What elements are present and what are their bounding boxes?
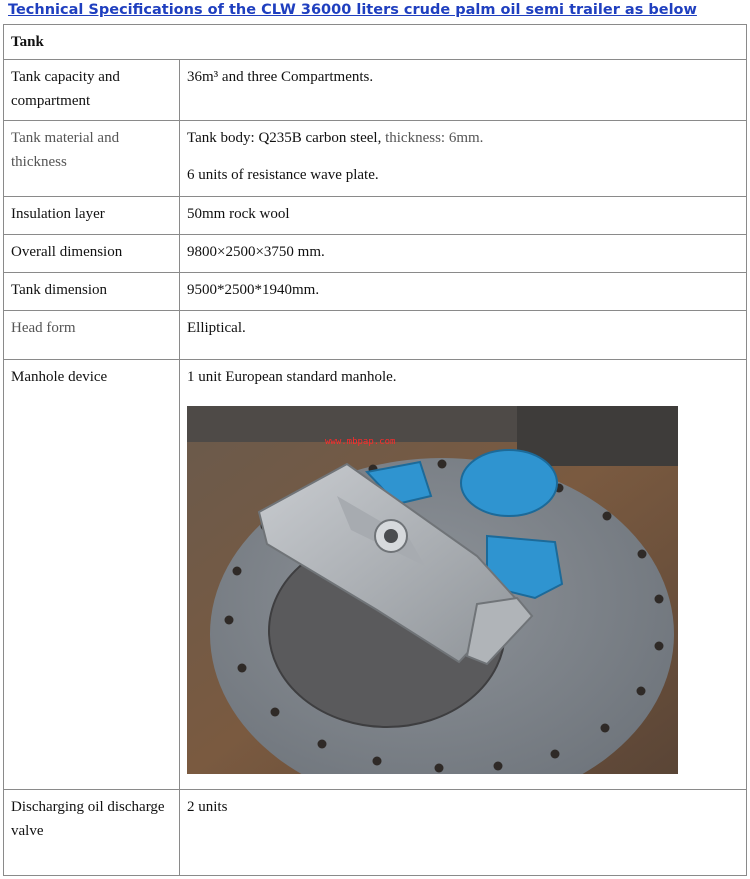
photo-watermark: www.mbpap.com: [325, 437, 396, 447]
row-label: Tank dimension: [4, 273, 180, 311]
row-label: Head form: [4, 311, 180, 360]
document-title: Technical Specifications of the CLW 36000 liters crude palm oil semi trailer as below: [8, 2, 697, 18]
table-row: [4, 790, 747, 876]
row-value: 2 units: [180, 790, 747, 876]
section-header: Tank: [4, 25, 747, 60]
table-row: [4, 273, 747, 311]
row-label: Insulation layer: [4, 197, 180, 235]
row-label: Tank capacity and compartment: [4, 60, 180, 121]
table-row: [4, 25, 747, 60]
row-value: Elliptical.: [180, 311, 747, 360]
row-value: [180, 121, 747, 197]
table-row: [4, 197, 747, 235]
manhole-text: 1 unit European standard manhole.: [187, 369, 397, 385]
table-row: [4, 311, 747, 360]
spec-table: [3, 24, 747, 876]
row-label: Discharging oil discharge valve: [4, 790, 180, 876]
row-value: 9800×2500×3750 mm.: [180, 235, 747, 273]
table-row: [4, 235, 747, 273]
manhole-photo: [187, 406, 678, 774]
table-row: [4, 121, 747, 197]
row-value: 9500*2500*1940mm.: [180, 273, 747, 311]
row-label: Manhole device: [4, 360, 180, 790]
thickness-text: thickness: 6mm.: [381, 130, 484, 146]
wave-plate-text: 6 units of resistance wave plate.: [187, 167, 379, 183]
table-row: [4, 60, 747, 121]
row-value: 50mm rock wool: [180, 197, 747, 235]
row-label: Overall dimension: [4, 235, 180, 273]
row-value: 36m³ and three Compartments.: [180, 60, 747, 121]
row-value: [180, 360, 747, 790]
table-row: [4, 360, 747, 790]
material-text: Tank body: Q235B carbon steel,: [187, 130, 382, 146]
row-label: Tank material and thickness: [4, 121, 180, 197]
